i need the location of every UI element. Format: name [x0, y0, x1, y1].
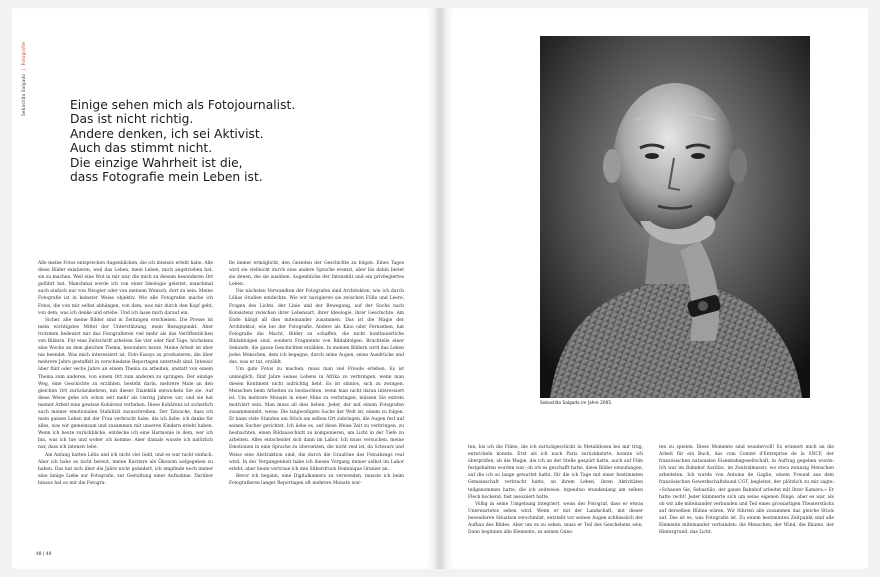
body-column-right-1 — [468, 444, 643, 536]
paragraph: ten, bis ich die Filme, die ich zurückgeschickt in Metalldosen bei mir trug, entwickeln konnte. Erst als ich nach Paris zurückkehrte, konnte ich überprüfen, ob die Magie, die ich an der Stelle gespürt hatte, auch auf Film festgehalten worden war; ob ich es geschafft hatte, diese Bilder einzufangen, auf die ich so lange gewartet hatte, für die ich Tage mit einer bestimmten Gemeinschaft verbracht hatte, an ihrem Leben, ihren Aktivitäten teilgenommen hatte, die ich zeitweise, irgendwo stundenlang am selben Fleck hockend, fast assoziiert hatte. — [468, 445, 643, 500]
paragraph: Alle meine Fotos entsprechen Augenblicken, die ich intensiv erlebt habe. Alle diese Bilder existieren, weil das Leben, mein Leben, mich angetrieben hat, sie zu machen. Weil eine Wut in mir war, die mich zu diesem besonderen Ort geführt hat. Manchmal werde ich von einer Ideologie geleitet, manchmal auch einfach nur von Neugier oder von meinem Wunsch, dort zu sein. Meine Fotografie ist in keinster Weise objektiv. Wie alle Fotografen mache ich Fotos, die von mir selbst abhängen, von dem, was mir durch den Kopf geht, von dem, was ich denke und erlebe. Und ich lasse mich darauf ein. — [38, 261, 213, 316]
paragraph: ten zu spielen. Diese Momente sind wundervoll! Es erinnert mich an die Arbeit für ein Buch, das vom Comité d'Entreprise de la SNCF, der französischen nationalen Eisenbahngesellschaft, in Auftrag gegeben wurde: Ich war im Bahnhof Aurillac, im Zentralmassiv, wo etwa zwanzig Menschen arbeiteten. Ich wurde von Antoine de Gaglie, einem Freund aus dem französischen Gewerkschaftsbund CGT, begleitet, der plötzlich zu mir sagte: «Schauen Sie, Sebastião, der ganze Bahnhof arbeitet mit Ihrer Kamera.» Er hatte recht! Jeder kümmerte sich um seine eigenen Dinge, aber es war, als ob wir alle miteinander verbunden und Teil eines grossartigen Theaterstücks auf derselben Bühne wären. Wir führten alle zusammen das gleiche Stück auf. Das ist es, was Fotografie ist. Zu einem bestimmten Zeitpunkt sind alle Elemente miteinander verbunden: die Menschen, der Wind, die Bäume, der Hintergrund, das Licht. — [659, 445, 834, 536]
quote-line: dass Fotografie mein Leben ist. — [70, 170, 263, 185]
quote-line: Auch das stimmt nicht. — [70, 141, 213, 156]
portrait-illustration — [540, 36, 810, 398]
paragraph: Völlig in seine Umgebung integriert, weiss der Fotograf, dass er etwas Unerwartetes sehen wird. Wenn er mit der Landschaft, mit dieser besonderen Situation verschmilzt, entsteht vor seinen Augen schliesslich der Aufbau des Bildes. Aber um es zu sehen, muss er Teil des Geschehens sein. Dann beginnen alle Elemente, zu seinen Guns- — [468, 501, 643, 536]
left-page — [12, 8, 438, 569]
running-head-title: Sebastião Salgado — [21, 73, 26, 116]
running-head-separator: | — [21, 68, 26, 71]
body-column-right-2 — [659, 444, 834, 536]
paragraph: Am Anfang hatten Lélia und ich nicht viel Geld, und es war nicht einfach. Aber ich habe es nicht bereut, meine Karriere als Ökonom aufgegeben zu haben. Das hat sich über die Jahre nicht geändert, ich empfinde noch immer eine innige Liebe zur Fotografie, zur Gestaltung einer Aufnahme. Darüber hinaus hat es mir die Fotogra- — [38, 452, 213, 486]
quote-line: Das ist nicht richtig. — [70, 112, 194, 127]
paragraph: Die nächsten Verwandten der Fotografen sind Architekten, wie ich durch Lélias Studien entdeckte. Wie wir navigieren sie zwischen Fülle und Leere, Fragen des Lichts, der Linie und der Bewegung, auf der Suche nach Konsistenz zwischen ihrer Lebensart, ihrer Ideologie, ihrer Geschichte. Am Ende hängt all dies miteinander zusammen. Das ist die Magie der Architektur, wie bei der Fotografie. Anders als Kino oder Fernsehen, hat Fotografie die Macht, Bilder zu schaffen, die nicht kontinuierliche Bildabfolgen sind, sondern Fragmente von Bildabfolgen. Bruchteile einer Sekunde, die ganze Geschichten erzählen. In meinen Bildern wird das Leben jedes Menschen, dem ich begegne, durch seine Augen, seine Ausdrücke und das, was er tut, erzählt. — [229, 289, 404, 366]
portrait-photo — [540, 36, 810, 398]
photo-caption: Sebastião Salgado im Jahre 2005. — [540, 401, 613, 406]
paragraph: Bevor ich begann, eine Digitalkamera zu verwenden, musste ich beim Fotografieren langer Reportagen oft mehrere Monate war- — [229, 473, 404, 486]
body-column-left-2 — [229, 260, 404, 487]
paragraph: Um gute Fotos zu machen, muss man viel Freude erleben. Es ist unmöglich, fünf Jahre seines Lebens in Afrika zu verbringen, wenn man diesen Kontinent nicht aufrichtig liebt. Es ist sinnlos, sich zu zwingen, Menschen beim Arbeiten zu beobachten, wenn man nicht daran interessiert ist. Um mehrere Monate in einer Mine zu verbringen, müssen Sie extrem motiviert sein. Man muss all dies lieben. Jeder, der mit einem Fotografen zusammenlebt, weiss: Die langweiligste Sache der Welt ist, einem zu folgen. Er kann viele Stunden am Stück am selben Ort zubringen, die Augen fest auf seinen Sucher gerichtet. Ich liebe es, auf diese Weise Zeit zu verbringen, zu beobachten, einen Bildausschnitt zu komponieren, am Licht in der Tiefe zu arbeiten. Alles entscheidet sich dann im Labor. Ich muss versuchen, meine Emotionen in eine Sprache zu übersetzen, die nicht real ist, da Schwarz und Weiss eine Abstraktion sind, die durch die Grautöne des Fotoabzugs real wird. In der Vergangenheit habe ich diesen Vorgang immer selbst im Labor erlebt, aber heute vertraue ich den Silberdruck Dominique Granier an. — [229, 367, 404, 472]
right-page — [442, 8, 868, 569]
paragraph: fie immer ermöglicht, den Gezeiten der Geschichte zu folgen. Eines Tages wird sie vielleicht durch eine andere Sprache ersetzt, aber bis dahin bietet sie denen, die sie ausüben, Augenblicke der Intensität und ein privilegiertes Leben. — [229, 261, 404, 288]
quote-line: Die einzige Wahrheit ist die, — [70, 155, 243, 170]
paragraph: Sicher, alle meine Bilder sind in Zeitungen erschienen. Die Presse ist mein wichtigstes Mittel der Unterstützung, mein Bezugspunkt. Aber trotzdem bedeutet mir das Fotografieren viel mehr als das Veröffentlichen von Bildern. Für eine Zeitschrift arbeiten Sie vier oder fünf Tage, höchstens eine Woche an dem gleichen Thema, besonders heute. Meine Arbeit ist aber nie beendet. Was mich interessiert ist, Foto-Essays zu produzieren, die über mehrere Jahre gestaffelt in verschiedene Reportagen unterteilt sind. Intensiv über fünf oder sechs Jahre an einem Thema zu arbeiten, anstatt von einem Thema zum anderen, von einem Ort zum anderen zu springen. Der einzige Weg, eine Geschichte zu erzählen, besteht darin, mehrere Male an den gleichen Ort zurückzukehren; mit dieser Dialektik entwickeln Sie sie. Auf diese Weise gehe ich schon seit mehr als vierzig Jahren vor, und sie hat meiner Arbeit eine gewisse Kohärenz verliehen. Diese Kohärenz ist sicherlich auch meiner emotionalen Stabilität zuzuschreiben. Der Tatsache, dass ich mein ganzes Leben mit der Frau verbracht habe, die ich liebe; ich danke für alles, was wir gemeinsam und zusammen mit unseren Kindern erlebt haben. Wenn ich heute zurückblicke, entdecke ich eine Harmonie in dem, wer ich bin, was ich tue und woher ich komme. Aber damals wusste ich natürlich nur, dass ich intensiv lebe. — [38, 317, 213, 451]
quote-line: Andere denken, ich sei Aktivist. — [70, 126, 264, 141]
running-head-subtitle: Fotografie — [21, 41, 26, 66]
quote-line: Einige sehen mich als Fotojournalist. — [70, 98, 296, 112]
body-column-left-1 — [38, 260, 213, 487]
running-head — [21, 26, 31, 116]
pull-quote — [70, 98, 400, 184]
page-folio: 48 | 49 — [36, 552, 52, 557]
